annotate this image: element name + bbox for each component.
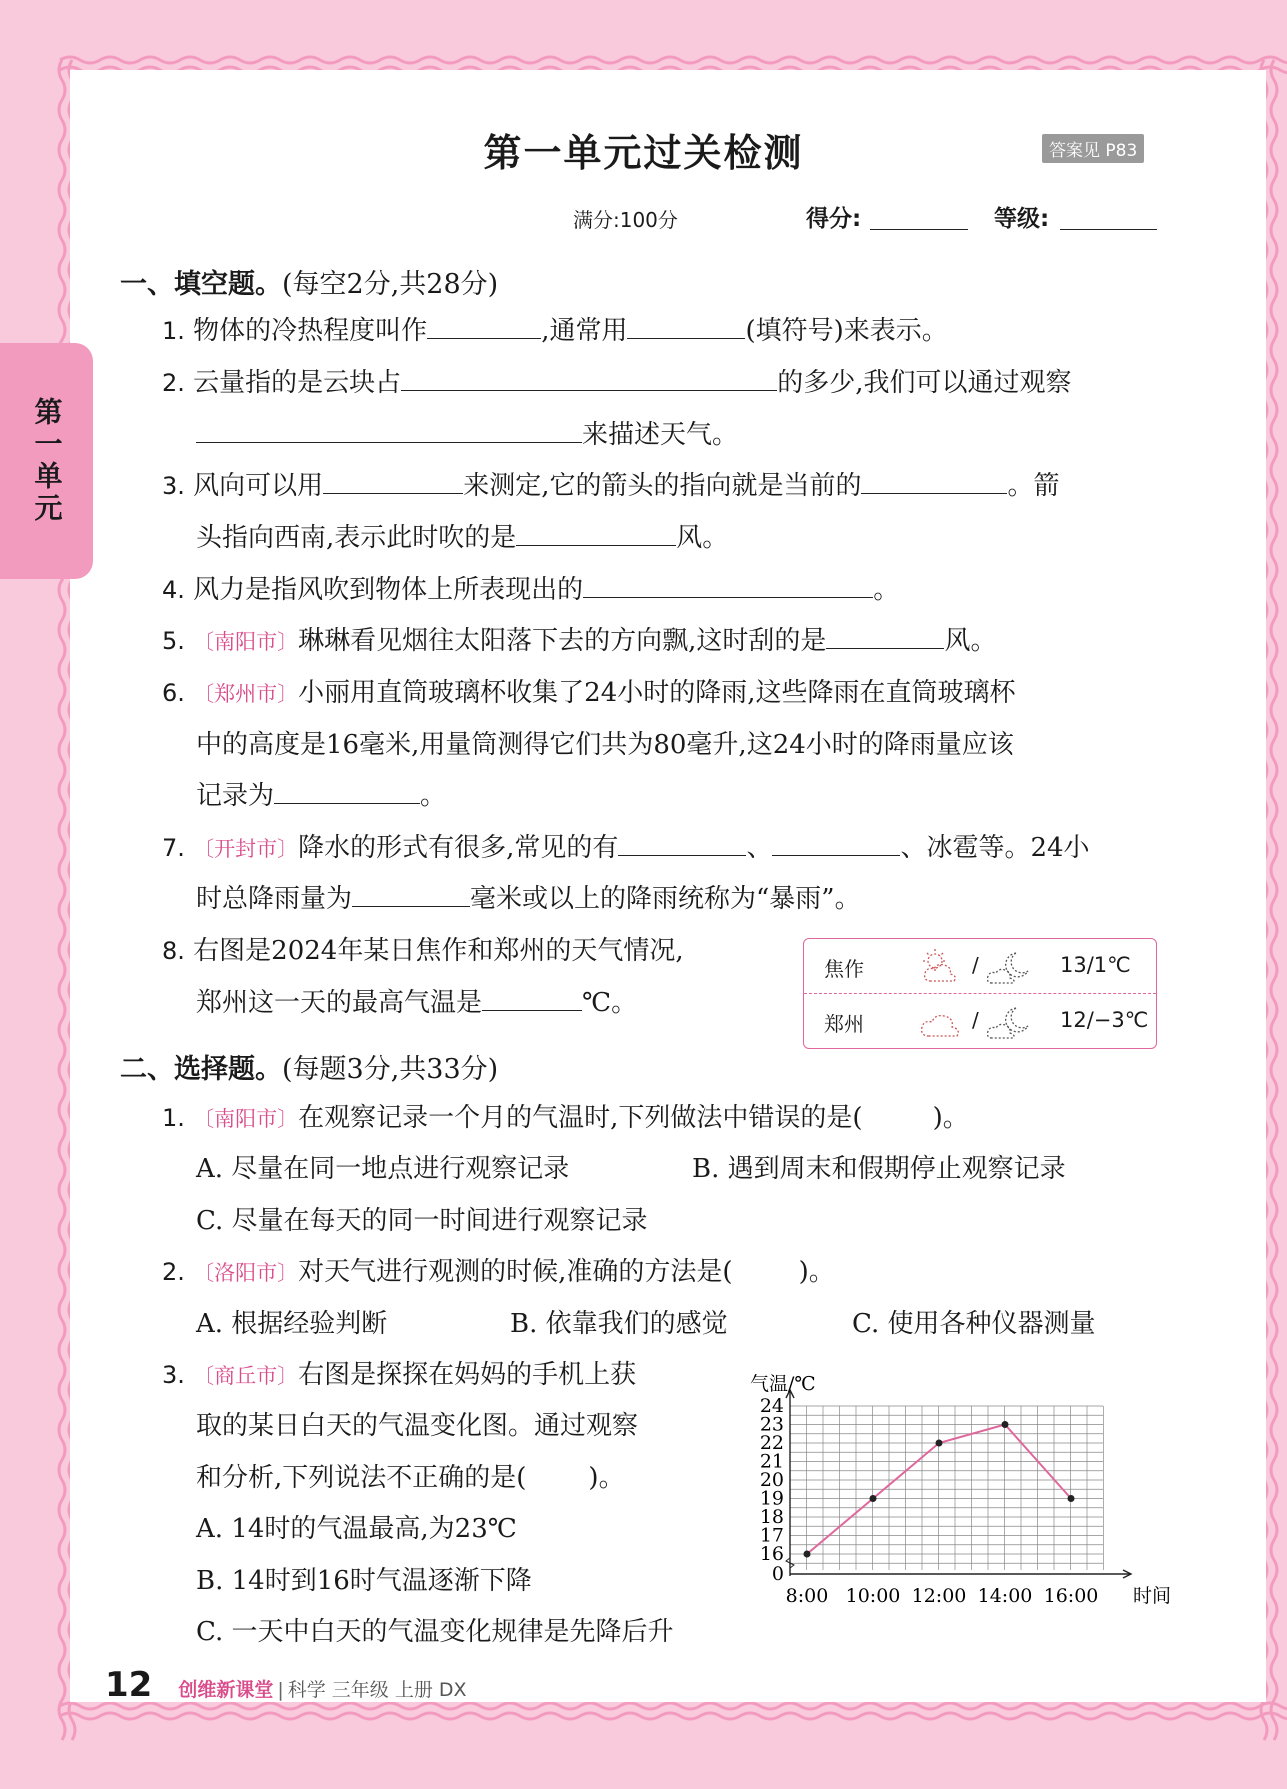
answer-blank[interactable] bbox=[482, 979, 582, 1011]
question-text: )。 bbox=[798, 1257, 835, 1287]
answer-blank[interactable] bbox=[826, 617, 944, 649]
y-tick-label: 18 bbox=[759, 1506, 784, 1528]
page-number: 12 bbox=[105, 1665, 153, 1705]
x-tick-label: 14:00 bbox=[977, 1585, 1033, 1607]
question-text: 记录为 bbox=[196, 781, 275, 811]
option-b[interactable]: B. 依靠我们的感觉 bbox=[510, 1309, 728, 1339]
option-a[interactable]: A. 14时的气温最高,为23℃ bbox=[196, 1514, 517, 1544]
question-text: )。 bbox=[588, 1463, 625, 1493]
option-a[interactable]: A. 尽量在同一地点进行观察记录 bbox=[196, 1154, 570, 1184]
question-text: ,通常用 bbox=[541, 316, 628, 346]
question-number: 4. bbox=[162, 576, 185, 604]
data-point bbox=[1068, 1495, 1075, 1502]
data-point bbox=[936, 1440, 943, 1447]
question-text: 对天气进行观测的时候,准确的方法是( bbox=[298, 1257, 733, 1287]
question-1-8 bbox=[162, 926, 684, 977]
book-info: 科学 三年级 上册 DX bbox=[287, 1679, 467, 1701]
y-tick-label: 19 bbox=[759, 1487, 784, 1510]
question-1-6 bbox=[162, 668, 1016, 720]
question-1-3-cont bbox=[196, 513, 728, 564]
question-number: 2. bbox=[162, 369, 185, 397]
cloud-moon-icon bbox=[986, 947, 1036, 987]
x-tick-label: 16:00 bbox=[1043, 1585, 1099, 1607]
question-text: 的多少,我们可以通过观察 bbox=[777, 368, 1072, 398]
weather-row-zhengzhou bbox=[804, 994, 1156, 1049]
question-number: 7. bbox=[162, 834, 185, 862]
unit-side-tab bbox=[0, 343, 93, 579]
weather-row-jiaozuo bbox=[804, 939, 1156, 994]
y-axis-label: 气温/℃ bbox=[750, 1373, 816, 1395]
data-point bbox=[870, 1495, 877, 1502]
question-number: 3. bbox=[162, 472, 185, 500]
question-text: 物体的冷热程度叫作 bbox=[193, 316, 428, 346]
question-text: 郑州这一天的最高气温是 bbox=[196, 988, 483, 1018]
question-text: 在观察记录一个月的气温时,下列做法中错误的是( bbox=[298, 1103, 863, 1133]
page-title: 第一单元过关检测 bbox=[483, 131, 804, 175]
cloud-moon-icon bbox=[986, 1002, 1036, 1042]
question-text: 头指向西南,表示此时吹的是 bbox=[196, 523, 517, 553]
question-text: )。 bbox=[932, 1103, 969, 1133]
answer-reference-badge: 答案见 P83 bbox=[1042, 134, 1144, 163]
question-number: 6. bbox=[162, 679, 185, 707]
answer-blank[interactable] bbox=[274, 772, 420, 804]
question-1-5 bbox=[162, 616, 996, 668]
grade-blank[interactable] bbox=[1060, 229, 1157, 230]
y-tick-label: 17 bbox=[759, 1524, 784, 1547]
x-tick-label: 12:00 bbox=[911, 1585, 967, 1607]
question-text: 来测定,它的箭头的指向就是当前的 bbox=[463, 471, 862, 501]
question-text: 小丽用直筒玻璃杯收集了24小时的降雨,这些降雨在直筒玻璃杯 bbox=[298, 678, 1016, 708]
y-tick-label: 22 bbox=[759, 1432, 784, 1454]
question-text: 右图是2024年某日焦作和郑州的天气情况, bbox=[193, 936, 684, 966]
option-a[interactable]: A. 根据经验判断 bbox=[196, 1309, 388, 1339]
question-text: 降水的形式有很多,常见的有 bbox=[298, 833, 619, 863]
question-text: 时总降雨量为 bbox=[196, 884, 353, 914]
option-b[interactable]: B. 14时到16时气温逐渐下降 bbox=[196, 1566, 532, 1596]
question-text: (填符号)来表示。 bbox=[745, 316, 948, 346]
option-c[interactable]: C. 尽量在每天的同一时间进行观察记录 bbox=[196, 1206, 648, 1236]
question-text: 风。 bbox=[944, 626, 997, 656]
unit-side-tab-label: 第一单元 bbox=[30, 397, 64, 525]
question-text: 风向可以用 bbox=[193, 471, 324, 501]
score-blank[interactable] bbox=[870, 229, 968, 230]
question-1-4 bbox=[162, 565, 899, 616]
x-tick-label: 8:00 bbox=[785, 1585, 829, 1607]
sun-cloud-icon bbox=[919, 947, 967, 987]
section-1-heading: 一、填空题。 bbox=[120, 269, 282, 300]
answer-blank[interactable] bbox=[196, 411, 582, 443]
question-2-2 bbox=[162, 1247, 835, 1299]
answer-blank[interactable] bbox=[401, 359, 777, 391]
answer-blank[interactable] bbox=[516, 514, 676, 546]
option-c[interactable]: C. 使用各种仪器测量 bbox=[852, 1309, 1096, 1339]
answer-blank[interactable] bbox=[323, 462, 463, 494]
section-1-note: (每空2分,共28分) bbox=[282, 269, 499, 300]
temperature-line-chart bbox=[740, 1360, 1172, 1610]
question-text: 琳琳看见烟往太阳落下去的方向飘,这时刮的是 bbox=[298, 626, 827, 656]
question-number: 1. bbox=[162, 317, 185, 345]
question-1-2-cont bbox=[196, 410, 738, 461]
cloud-icon bbox=[919, 1002, 967, 1042]
y-tick-label: 0 bbox=[771, 1563, 784, 1585]
question-text: 。 bbox=[873, 575, 900, 605]
question-text: 、冰雹等。24小 bbox=[900, 833, 1090, 863]
city-name: 郑州 bbox=[824, 1012, 864, 1036]
question-number: 1. bbox=[162, 1104, 185, 1132]
source-tag: 〔洛阳市〕 bbox=[193, 1261, 299, 1285]
question-1-6-cont bbox=[196, 720, 1014, 771]
question-number: 3. bbox=[162, 1361, 185, 1389]
question-text: 风。 bbox=[676, 523, 729, 553]
answer-blank[interactable] bbox=[427, 307, 541, 339]
temperature-range: 12/−3℃ bbox=[1060, 1008, 1149, 1032]
question-1-7 bbox=[162, 823, 1090, 875]
question-text: 、 bbox=[746, 833, 773, 863]
answer-blank[interactable] bbox=[627, 307, 745, 339]
city-name: 焦作 bbox=[824, 957, 864, 981]
data-point bbox=[804, 1551, 811, 1558]
score-line bbox=[0, 200, 1287, 240]
answer-blank[interactable] bbox=[583, 566, 873, 598]
section-1-title bbox=[120, 262, 498, 301]
temperature-range: 13/1℃ bbox=[1060, 953, 1131, 977]
answer-blank[interactable] bbox=[618, 824, 746, 856]
option-c[interactable]: C. 一天中白天的气温变化规律是先降后升 bbox=[196, 1617, 674, 1647]
question-number: 2. bbox=[162, 1258, 185, 1286]
question-text: 取的某日白天的气温变化图。通过观察 bbox=[196, 1411, 639, 1441]
source-tag: 〔郑州市〕 bbox=[193, 682, 299, 706]
question-text: 和分析,下列说法不正确的是( bbox=[196, 1463, 527, 1493]
section-2-heading: 二、选择题。 bbox=[120, 1054, 282, 1085]
source-tag: 〔南阳市〕 bbox=[193, 630, 299, 654]
y-tick-label: 23 bbox=[759, 1413, 784, 1436]
question-text: 。箭 bbox=[1007, 471, 1060, 501]
answer-blank[interactable] bbox=[352, 875, 470, 907]
y-tick-label: 20 bbox=[759, 1469, 784, 1491]
option-b[interactable]: B. 遇到周末和假期停止观察记录 bbox=[692, 1154, 1066, 1184]
footer-separator: | bbox=[277, 1679, 284, 1701]
question-text: 云量指的是云块占 bbox=[193, 368, 402, 398]
question-1-3 bbox=[162, 461, 1059, 512]
question-number: 5. bbox=[162, 627, 185, 655]
answer-blank[interactable] bbox=[772, 824, 900, 856]
question-2-3-cont bbox=[196, 1453, 625, 1504]
question-1-1 bbox=[162, 306, 948, 357]
weather-table bbox=[803, 938, 1157, 1049]
question-1-2 bbox=[162, 358, 1071, 409]
page-footer bbox=[105, 1665, 467, 1705]
y-tick-label: 16 bbox=[759, 1543, 784, 1565]
x-tick-label: 10:00 bbox=[845, 1585, 901, 1607]
question-1-6-cont2 bbox=[196, 771, 446, 822]
question-2-1 bbox=[162, 1093, 969, 1145]
y-tick-label: 24 bbox=[759, 1395, 784, 1417]
data-point bbox=[1002, 1421, 1009, 1428]
question-text: 中的高度是16毫米,用量筒测得它们共为80毫升,这24小时的降雨量应该 bbox=[196, 730, 1014, 760]
day-night-separator: / bbox=[972, 953, 979, 977]
full-marks: 满分:100分 bbox=[573, 208, 678, 232]
question-2-3 bbox=[162, 1350, 636, 1402]
question-1-8-cont bbox=[196, 978, 637, 1029]
question-text: 。 bbox=[420, 781, 447, 811]
question-text: ℃。 bbox=[582, 988, 638, 1018]
answer-blank[interactable] bbox=[861, 462, 1007, 494]
question-text: 毫米或以上的降雨统称为“暴雨”。 bbox=[470, 884, 861, 914]
question-number: 8. bbox=[162, 937, 185, 965]
grade-label: 等级: bbox=[994, 206, 1050, 232]
source-tag: 〔商丘市〕 bbox=[193, 1364, 299, 1388]
score-label: 得分: bbox=[806, 206, 862, 232]
question-text: 来描述天气。 bbox=[582, 420, 739, 450]
y-tick-label: 21 bbox=[759, 1450, 784, 1473]
question-text: 风力是指风吹到物体上所表现出的 bbox=[193, 575, 584, 605]
day-night-separator: / bbox=[972, 1008, 979, 1032]
section-2-note: (每题3分,共33分) bbox=[282, 1054, 499, 1085]
source-tag: 〔南阳市〕 bbox=[193, 1107, 299, 1131]
source-tag: 〔开封市〕 bbox=[193, 837, 299, 861]
x-axis-label: 时间 bbox=[1133, 1585, 1172, 1607]
question-1-7-cont bbox=[196, 874, 861, 925]
brand-name: 创维新课堂 bbox=[178, 1679, 274, 1701]
section-2-title bbox=[120, 1047, 498, 1086]
question-text: 右图是探探在妈妈的手机上获 bbox=[298, 1360, 637, 1390]
